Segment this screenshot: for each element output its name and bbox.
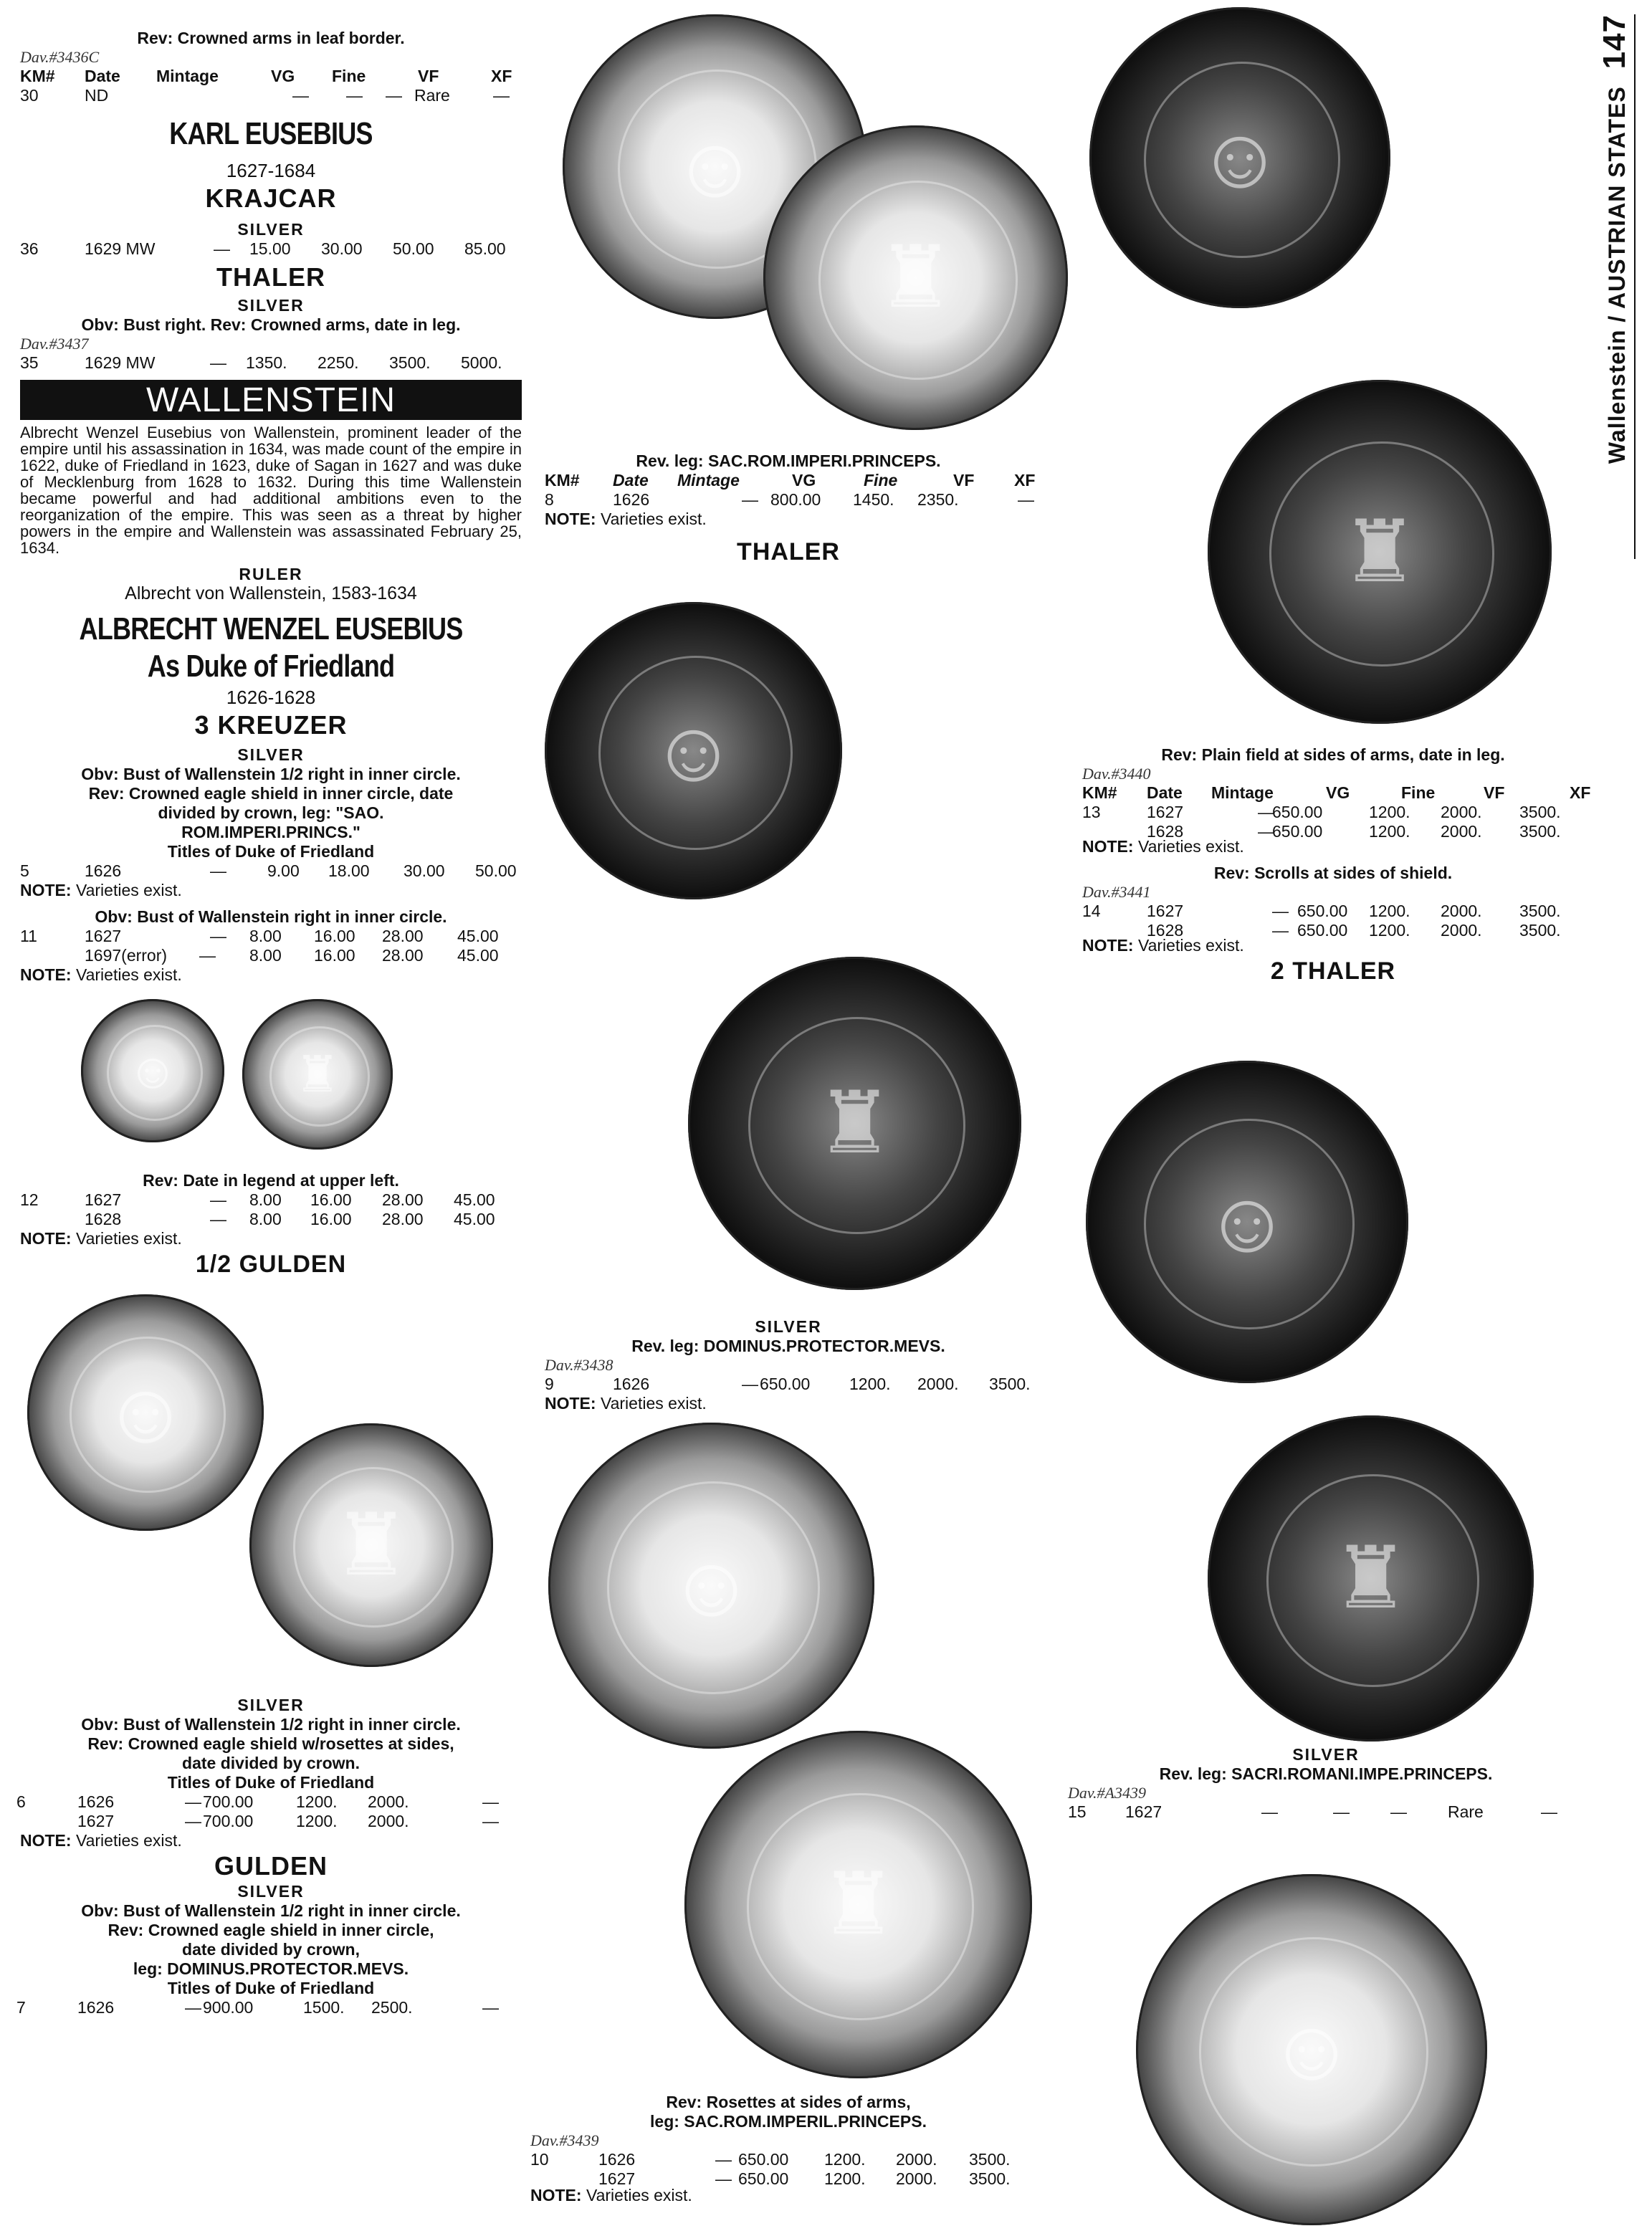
dav-reference: Dav.#3438 [545, 1356, 613, 1374]
coin-obverse-image: ☺ [1089, 7, 1390, 308]
coin-description: Titles of Duke of Friedland [167, 1979, 375, 1997]
denomination-heading: THALER [737, 538, 840, 565]
rev-description: leg: SAC.ROM.IMPERIL.PRINCEPS. [650, 2112, 927, 2131]
metal-label: SILVER [237, 1696, 305, 1714]
table-row: 1627 — 650.00 1200. 2000. 3500. [598, 2169, 1011, 2188]
metal-label: SILVER [237, 745, 305, 764]
table-row: 8 1626 — 800.00 1450. 2350. — [545, 490, 1034, 509]
table-row: 14 1627 — 650.00 1200. 2000. 3500. [1082, 902, 1561, 920]
variety-note: NOTE: Varieties exist. [1082, 936, 1244, 955]
dav-reference: Dav.#3437 [20, 335, 89, 353]
table-header: KM# Date Mintage VG Fine VF XF [20, 67, 512, 85]
denomination-heading: THALER [216, 262, 325, 292]
dav-reference: Dav.#3436C [20, 48, 100, 66]
km15-listing [1068, 1745, 1584, 1822]
variety-note: NOTE: Varieties exist. [20, 965, 182, 984]
coin-description: date divided by crown, [182, 1940, 360, 1959]
table-row: 12 1627 — 8.00 16.00 28.00 45.00 [20, 1190, 495, 1209]
coin-description: Obv: Bust of Wallenstein 1/2 right in inner circle. [81, 1715, 461, 1734]
metal-label: SILVER [1292, 1745, 1360, 1764]
rev-description: Rev: Rosettes at sides of arms, [666, 2093, 911, 2111]
rev-description: Rev: Scrolls at sides of shield. [1213, 864, 1453, 882]
km9-listing [545, 1317, 1032, 1413]
coin-reverse-image: ♜ [249, 1423, 493, 1667]
table-row: 1627 — 700.00 1200. 2000. — [77, 1812, 499, 1830]
obv-description: Obv: Bust right. Rev: Crowned arms, date in leg. [81, 315, 461, 334]
coin-reverse-image: ♜ [1208, 380, 1552, 724]
variety-note: NOTE: Varieties exist. [20, 1229, 182, 1248]
column-1 [16, 29, 522, 2017]
km8-listing [545, 452, 1036, 568]
variety-note: NOTE: Varieties exist. [545, 510, 707, 528]
ruler-label: RULER [239, 565, 303, 583]
variety-note: NOTE: Varieties exist. [530, 2186, 692, 2204]
table-row: 6 1626 — 700.00 1200. 2000. — [16, 1792, 499, 1811]
dav-reference: Dav.#A3439 [1068, 1784, 1146, 1802]
table-row: 9 1626 — 650.00 1200. 2000. 3500. [545, 1375, 1031, 1393]
table-row: 36 1629 MW — 15.00 30.00 50.00 85.00 [20, 239, 506, 258]
coin-obverse-image: ☺ [548, 1423, 874, 1749]
coin-reverse-image: ♜ [242, 999, 393, 1150]
ruler-name: Albrecht von Wallenstein, 1583-1634 [125, 583, 417, 603]
coin-reverse-image: ♜ [688, 957, 1021, 1290]
denomination-heading: 2 THALER [1270, 957, 1396, 985]
rev-description: Rev. leg: SAC.ROM.IMPERI.PRINCEPS. [636, 452, 941, 470]
table-row: 11 1627 — 8.00 16.00 28.00 45.00 [20, 927, 499, 945]
ruler-subheading: As Duke of Friedland [147, 649, 395, 684]
km13-14-listing [1082, 745, 1591, 987]
page-number: 147 [1597, 14, 1632, 70]
section-banner: WALLENSTEIN [20, 380, 522, 420]
coin-description: Obv: Bust of Wallenstein 1/2 right in inner circle. [81, 1901, 461, 1920]
coin-reverse-image: ♜ [763, 125, 1068, 430]
coin-obverse-image: ☺ [563, 14, 867, 319]
km10-listing [530, 2093, 1046, 2205]
table-row: 5 1626 — 9.00 18.00 30.00 50.00 [20, 861, 517, 880]
rev-description: Rev. leg: SACRI.ROMANI.IMPE.PRINCEPS. [1159, 1764, 1493, 1783]
history-paragraph: Albrecht Wenzel Eusebius von Wallenstein, prominent leader of the empire until his assassination in 1634, was made count of the empire in 1622, duke of Friedland in 1623, duke of Sagan in 1627 and was duke of Mecklenburg from 1628 to 1632. During this time Wallenstein became powerful and had additional ambitions even to the reorganization of the empire. This was seen as a threat by higher powers in the empire and Wallenstein was assassinated February 25, 1634. [20, 424, 522, 557]
variety-note: NOTE: Varieties exist. [20, 881, 182, 899]
table-row: 1628 — 8.00 16.00 28.00 45.00 [85, 1210, 495, 1228]
coin-obverse-image: ☺ [27, 1294, 264, 1531]
table-row: 1628 — 650.00 1200. 2000. 3500. [1147, 822, 1561, 841]
coin-description: leg: DOMINUS.PROTECTOR.MEVS. [133, 1959, 409, 1978]
coin-photo-pair [20, 1280, 522, 1696]
variety-note: NOTE: Varieties exist. [20, 1831, 182, 1850]
coin-description: Titles of Duke of Friedland [167, 842, 375, 861]
coin-obverse-image: ☺ [1086, 1061, 1408, 1383]
table-header: KM# Date Mintage VG Fine VF XF [545, 471, 1036, 489]
coin-obverse-image: ☺ [1136, 1874, 1487, 2225]
header-rule [1634, 14, 1636, 559]
metal-label: SILVER [755, 1317, 822, 1336]
ruler-heading: KARL EUSEBIUS [169, 116, 373, 151]
coin-reverse-image: ♜ [1208, 1415, 1534, 1742]
table-row: 13 1627 — 650.00 1200. 2000. 3500. [1082, 803, 1561, 821]
table-row: 1628 — 650.00 1200. 2000. 3500. [1147, 921, 1561, 940]
table-row: 7 1626 — 900.00 1500. 2500. — [16, 1998, 499, 2017]
denomination-heading: GULDEN [214, 1851, 328, 1881]
coin-description: Obv: Bust of Wallenstein 1/2 right in inner circle. [81, 765, 461, 783]
denomination-heading: 1/2 GULDEN [195, 1251, 347, 1278]
table-row: 35 1629 MW — 1350. 2250. 3500. 5000. [20, 353, 502, 372]
rev-description: Rev. leg: DOMINUS.PROTECTOR.MEVS. [631, 1337, 945, 1355]
metal-label: SILVER [237, 1882, 305, 1901]
coin-photo-pair [20, 985, 522, 1171]
coin-reverse-image: ♜ [684, 1731, 1032, 2078]
coin-description: date divided by crown. [182, 1754, 360, 1772]
metal-label: SILVER [237, 296, 305, 315]
dav-reference: Dav.#3440 [1082, 765, 1151, 783]
denomination-heading: KRAJCAR [205, 183, 337, 213]
metal-label: SILVER [237, 220, 305, 239]
ruler-dates: 1626-1628 [226, 687, 316, 708]
table-row: 15 1627 — — — Rare — [1068, 1802, 1557, 1821]
coin-description: ROM.IMPERI.PRINCS." [181, 823, 361, 841]
coin-obverse-image: ☺ [545, 602, 842, 899]
variety-note: NOTE: Varieties exist. [1082, 837, 1244, 856]
denomination-heading: 3 KREUZER [194, 710, 348, 740]
table-row: 10 1626 — 650.00 1200. 2000. 3500. [530, 2150, 1011, 2169]
variety-note: NOTE: Varieties exist. [545, 1394, 707, 1413]
table-row: 1697(error) — 8.00 16.00 28.00 45.00 [85, 946, 499, 965]
ruler-dates: 1627-1684 [226, 160, 316, 181]
rev-description: Rev: Plain field at sides of arms, date in leg. [1161, 745, 1505, 764]
dav-reference: Dav.#3439 [530, 2131, 599, 2149]
table-row: 30 ND — — — Rare — [20, 86, 510, 105]
coin-description: Rev: Crowned eagle shield w/rosettes at sides, [87, 1734, 454, 1753]
coin-description: divided by crown, leg: "SAO. [158, 803, 384, 822]
ruler-heading: ALBRECHT WENZEL EUSEBIUS [79, 611, 463, 646]
coin-description: Titles of Duke of Friedland [167, 1773, 375, 1792]
coin-description: Rev: Crowned eagle shield in inner circle, [108, 1921, 434, 1939]
rev-description: Rev: Crowned arms in leaf border. [137, 29, 405, 47]
section-title: Wallenstein / AUSTRIAN STATES [1604, 86, 1630, 464]
side-running-header [1590, 14, 1640, 559]
coin-obverse-image: ☺ [81, 999, 224, 1142]
dav-reference: Dav.#3441 [1082, 883, 1151, 901]
running-header-text [1590, 14, 1640, 559]
coin-description: Rev: Crowned eagle shield in inner circle, date [88, 784, 454, 803]
table-header: KM# Date Mintage VG Fine VF XF [1082, 783, 1591, 802]
rev-description: Rev: Date in legend at upper left. [143, 1171, 399, 1190]
obv-description: Obv: Bust of Wallenstein right in inner circle. [95, 907, 447, 926]
